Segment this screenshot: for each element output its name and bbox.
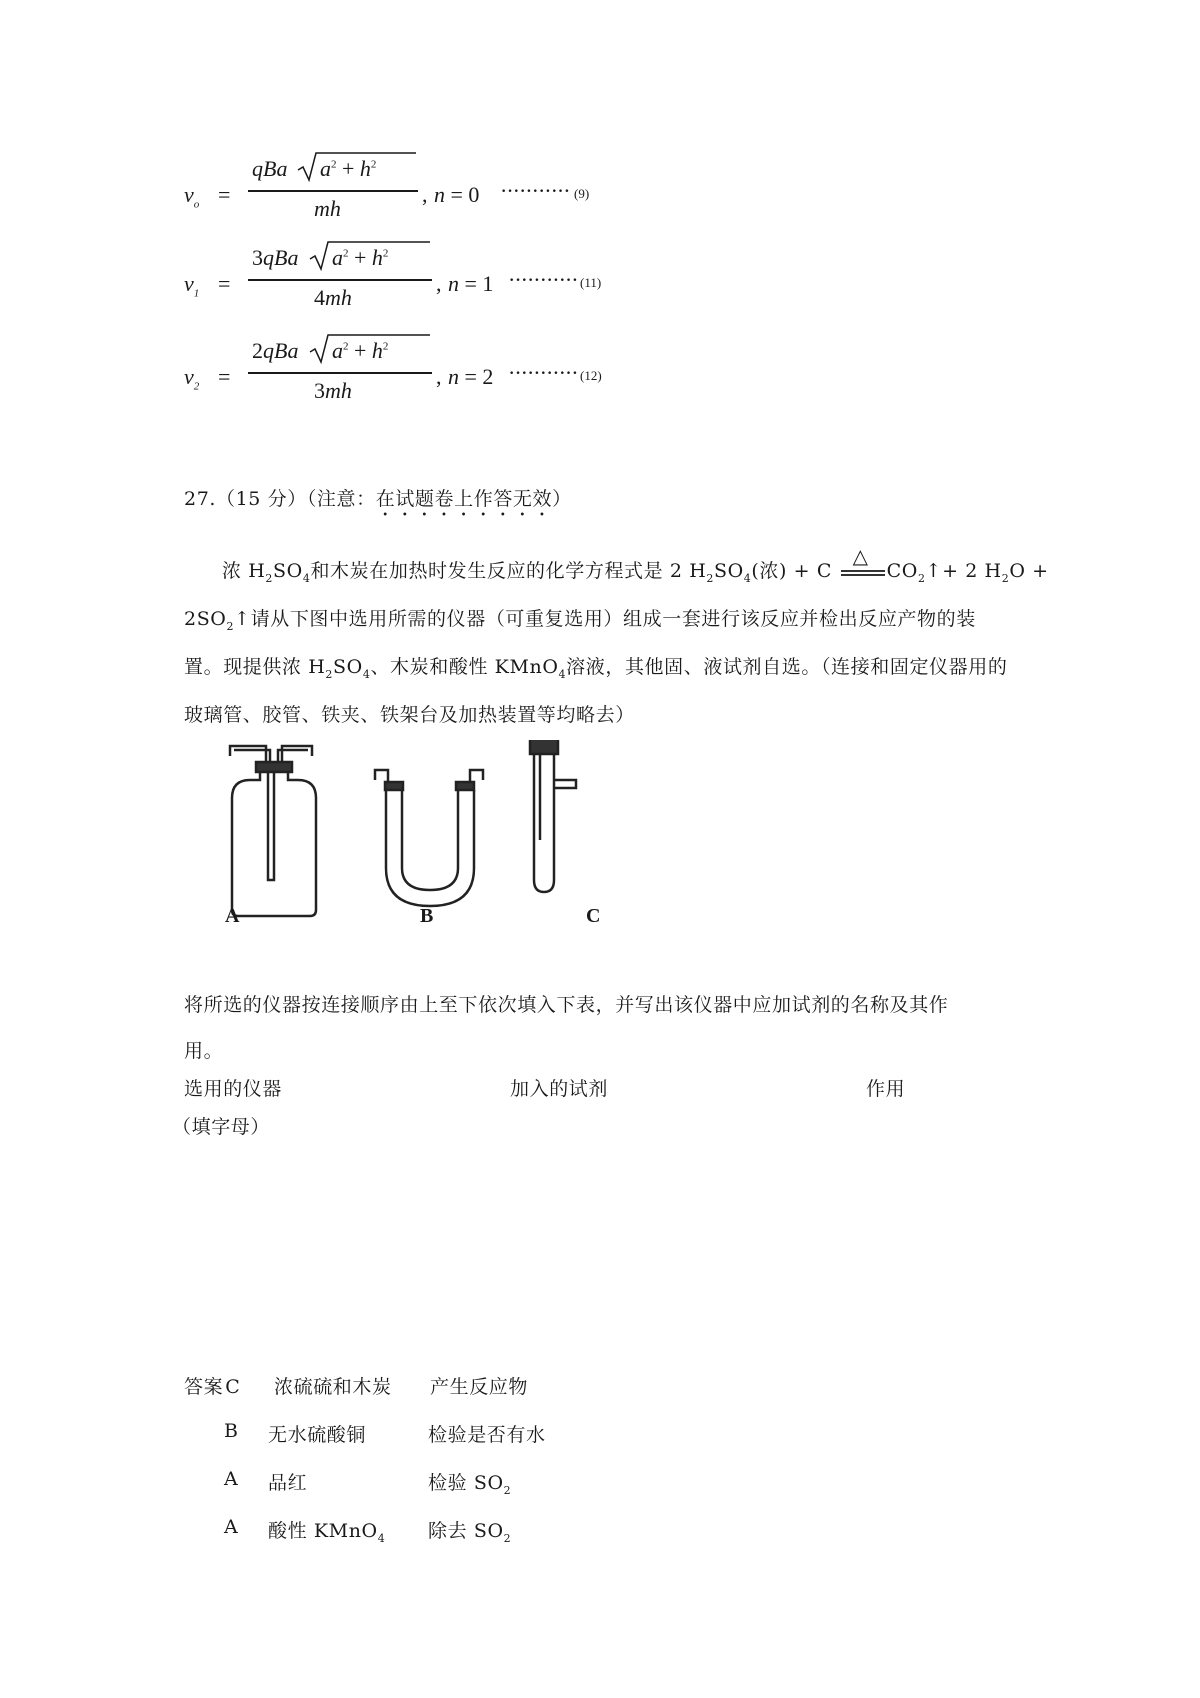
instruction-line1: 将所选的仪器按连接顺序由上至下依次填入下表，并写出该仪器中应加试剂的名称及其作: [184, 994, 949, 1016]
eq-denominator: mh: [325, 285, 352, 310]
apparatus-c-side-arm-tube: [530, 740, 576, 892]
heat-condition: [839, 544, 887, 582]
text-span: CO: [886, 560, 918, 582]
text-span: 置。现提供浓 H: [184, 656, 326, 678]
apparatus-a-wash-bottle: [230, 746, 316, 916]
leader-dots: ···········: [500, 178, 570, 203]
table-header-instrument: 选用的仪器: [184, 1078, 283, 1100]
answer-row-4: [184, 1516, 684, 1546]
question-paragraph-line2: [184, 604, 976, 633]
answer-reagent: 浓硫硫和木炭: [274, 1376, 392, 1398]
text-span: 溶液，其他固、液试剂自选。（连接和固定仪器用的: [566, 656, 1008, 678]
eq-tag: (11): [580, 275, 602, 290]
question-number: 27.（15 分）（注意：: [184, 488, 376, 510]
instruction-line2: 用。: [184, 1040, 224, 1062]
apparatus-label-b: B: [420, 905, 434, 927]
eq-den-coef: 4: [314, 285, 325, 310]
eq-numerator-expr: qBa: [263, 338, 299, 363]
subscript: 4: [558, 667, 567, 681]
eq-lhs-sub: o: [193, 198, 200, 211]
answer-instrument: A: [224, 1468, 239, 1490]
subscript: 4: [362, 667, 371, 681]
apparatus-b-u-tube: [375, 770, 483, 906]
cond-val: 1: [482, 271, 494, 296]
table-header-note: （填字母）: [172, 1116, 271, 1138]
answer-purpose: 产生反应物: [430, 1376, 529, 1398]
answer-prefix: 答案: [184, 1376, 224, 1398]
question-emphasis: 在试题卷上作答无效: [375, 488, 553, 510]
answer-purpose: 除去 SO: [428, 1520, 504, 1542]
subscript: 2: [706, 571, 714, 585]
eq-lhs-sub: 2: [193, 380, 200, 393]
apparatus-figure: [200, 740, 720, 970]
eq-tag: (12): [580, 368, 602, 383]
eq-denominator: mh: [325, 378, 352, 403]
eq-numerator-expr: qBa: [263, 245, 299, 270]
subscript: 4: [743, 571, 752, 585]
equation-v1: $v_1$ = 3qBa $a^2 + h^2$ 4mh , n = 1 ··········· (11): [184, 237, 604, 317]
subscript: 2: [226, 619, 235, 633]
answer-instrument: C: [225, 1376, 241, 1398]
text-span: 浓 H: [222, 560, 266, 582]
answer-reagent: 酸性 KMnO: [268, 1520, 378, 1542]
table-header-purpose: 作用: [866, 1078, 906, 1100]
text-span: SO: [333, 656, 363, 678]
answer-purpose: 检验是否有水: [428, 1424, 546, 1446]
radicand-h: h: [371, 338, 383, 363]
eq-numerator-expr: qBa: [252, 156, 288, 181]
answer-reagent: 品红: [268, 1472, 308, 1494]
answer-row-2: [184, 1420, 684, 1450]
subscript: 2: [265, 571, 274, 585]
answer-row-3: [184, 1468, 684, 1498]
cond-val: 2: [482, 364, 494, 389]
question-paragraph-line3: [184, 652, 1007, 681]
subscript: 2: [917, 571, 926, 585]
question-paragraph-line1: [222, 544, 1049, 585]
text-span: ↑+ 2 H: [925, 560, 1002, 582]
eq-lhs-var: v: [184, 271, 194, 296]
subscript: 2: [1001, 571, 1010, 585]
leader-dots: ···········: [508, 360, 578, 385]
answer-row-1: [184, 1372, 684, 1399]
question-paragraph-line4: 玻璃管、胶管、铁夹、铁架台及加热装置等均略去）: [184, 704, 635, 726]
subscript: 4: [377, 1531, 386, 1545]
radicand-h: h: [359, 156, 371, 181]
cond-var: n: [448, 364, 459, 389]
text-span: 2SO: [184, 608, 227, 630]
answer-reagent: 无水硫酸铜: [268, 1424, 367, 1446]
text-span: O +: [1009, 560, 1049, 582]
eq-coef: 3: [252, 245, 263, 270]
table-header-reagent: 加入的试剂: [510, 1078, 609, 1100]
radicand-a: a: [332, 245, 343, 270]
equation-v2: $v_2$ = 2qBa $a^2 + h^2$ 3mh , n = 2 ··········· (12): [184, 330, 604, 410]
eq-tag: (9): [574, 186, 590, 201]
answer-instrument: A: [224, 1516, 239, 1538]
leader-dots: ···········: [508, 267, 578, 292]
text-span: SO: [273, 560, 303, 582]
text-span: SO: [714, 560, 744, 582]
answer-purpose: 检验 SO: [428, 1472, 504, 1494]
subscript: 2: [503, 1531, 512, 1545]
text-span: ↑请从下图中选用所需的仪器（可重复选用）组成一套进行该反应并检出反应产物的装: [234, 608, 976, 630]
apparatus-label-a: A: [225, 905, 240, 927]
question-close: ）: [552, 488, 572, 510]
eq-lhs-var: v: [184, 182, 194, 207]
radicand-a: a: [332, 338, 343, 363]
text-span: (浓) + C: [751, 560, 832, 582]
answer-instrument: B: [224, 1420, 239, 1442]
radicand-a: a: [320, 156, 331, 181]
apparatus-label-c: C: [586, 905, 601, 927]
delta-symbol: △: [852, 544, 869, 568]
cond-var: n: [448, 271, 459, 296]
radicand-h: h: [371, 245, 383, 270]
eq-lhs-sub: 1: [193, 287, 200, 300]
subscript: 2: [325, 667, 334, 681]
equation-v0: $v_o$ = qBa $a^2 + h^2$ mh , n = 0 ··········· (9): [184, 150, 604, 230]
eq-lhs-var: v: [184, 364, 194, 389]
text-span: 和木炭在加热时发生反应的化学方程式是 2 H: [310, 560, 707, 582]
text-span: 、木炭和酸性 KMnO: [370, 656, 559, 678]
eq-coef: 2: [252, 338, 263, 363]
cond-var: n: [434, 182, 445, 207]
subscript: 2: [503, 1483, 512, 1497]
eq-den-coef: 3: [314, 378, 325, 403]
eq-denominator: mh: [314, 196, 341, 221]
cond-val: 0: [468, 182, 480, 207]
question-heading: [184, 484, 572, 521]
subscript: 4: [302, 571, 311, 585]
